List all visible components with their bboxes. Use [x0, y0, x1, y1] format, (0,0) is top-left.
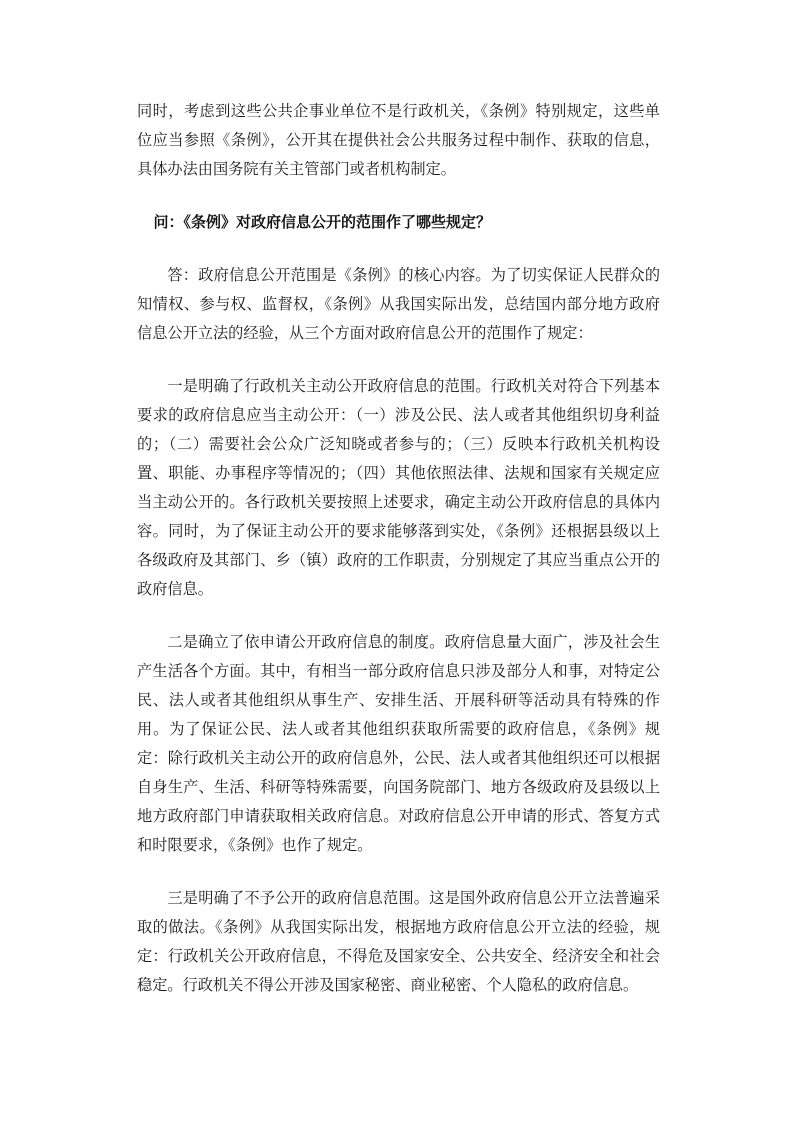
- question-heading: 问：《条例》对政府信息公开的范围作了哪些规定？: [153, 213, 492, 231]
- answer-paragraph: 答：政府信息公开范围是《条例》的核心内容。为了切实保证人民群众的知情权、参与权、监督权，《条例》从我国实际出发，总结国内部分地方政府信息公开立法的经验，从三个方面对政府信息公开的范围作了规定：: [137, 266, 660, 342]
- document-body: [137, 97, 660, 1024]
- paragraph-continuation: 同时，考虑到这些公共企事业单位不是行政机关，《条例》特别规定，这些单位应当参照《条例》，公开其在提供社会公共服务过程中制作、获取的信息，具体办法由国务院有关主管部门或者机构制定。: [137, 102, 660, 178]
- paragraph-point-two: 二是确立了依申请公开政府信息的制度。政府信息量大面广，涉及社会生产生活各个方面。其中，有相当一部分政府信息只涉及部分人和事，对特定公民、法人或者其他组织从事生产、安排生活、开展科研等活动具有特殊的作用。为了保证公民、法人或者其他组织获取所需要的政府信息，《条例》规定：除行政机关主动公开的政府信息外，公民、法人或者其他组织还可以根据自身生产、生活、科研等特殊需要，向国务院部门、地方各级政府及县级以上地方政府部门申请获取相关政府信息。对政府信息公开申请的形式、答复方式和时限要求，《条例》也作了规定。: [137, 633, 660, 854]
- paragraph-point-one: 一是明确了行政机关主动公开政府信息的范围。行政机关对符合下列基本要求的政府信息应当主动公开：（一）涉及公民、法人或者其他组织切身利益的；（二）需要社会公众广泛知晓或者参与的；（三）反映本行政机关机构设置、职能、办事程序等情况的；（四）其他依照法律、法规和国家有关规定应当主动公开的。各行政机关要按照上述要求，确定主动公开政府信息的具体内容。同时，为了保证主动公开的要求能够落到实处，《条例》还根据县级以上各级政府及其部门、乡（镇）政府的工作职责，分别规定了其应当重点公开的政府信息。: [137, 377, 660, 598]
- paragraph-point-three: 三是明确了不予公开的政府信息范围。这是国外政府信息公开立法普遍采取的做法。《条例》从我国实际出发，根据地方政府信息公开立法的经验，规定：行政机关公开政府信息，不得危及国家安全、公共安全、经济安全和社会稳定。行政机关不得公开涉及国家秘密、商业秘密、个人隐私的政府信息。: [137, 889, 660, 994]
